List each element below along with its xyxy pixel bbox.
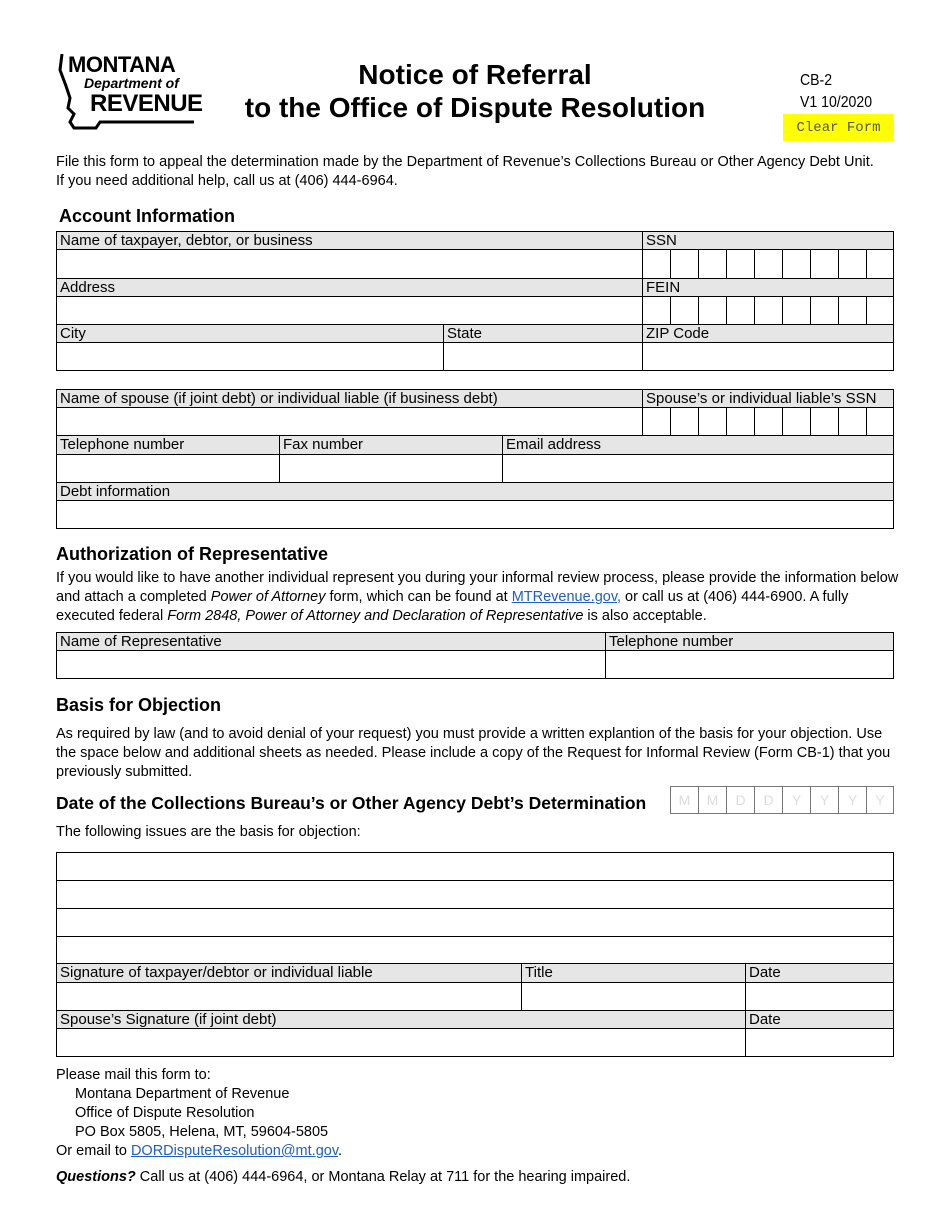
- page-title: Notice of Referral to the Office of Dispute Resolution: [244, 59, 706, 123]
- rep-phone-field[interactable]: [605, 650, 894, 679]
- spouse-name-field[interactable]: [56, 407, 643, 436]
- spouse-ssn-digit-box[interactable]: [782, 407, 811, 436]
- spouse-ssn-digit-box[interactable]: [838, 407, 867, 436]
- fein-digit-box[interactable]: [754, 296, 783, 325]
- spouse-ssn-digit-box[interactable]: [642, 407, 671, 436]
- date-digit-box[interactable]: Y: [838, 786, 867, 814]
- date-digit-box[interactable]: M: [670, 786, 699, 814]
- issue-line-1[interactable]: [56, 852, 894, 881]
- date-digit-box[interactable]: Y: [866, 786, 894, 814]
- city-field[interactable]: [56, 342, 444, 371]
- debt-label: Debt information: [56, 482, 894, 501]
- mailing-address: Please mail this form to: Montana Department of Revenue Office of Dispute Resolution PO Box 5805, Helena, MT, 59604-5805 Or email to DORDisputeResolution@mt.gov.: [56, 1067, 343, 1159]
- fein-digit-box[interactable]: [866, 296, 894, 325]
- ssn-digit-box[interactable]: [782, 249, 811, 279]
- date-digit-box[interactable]: D: [754, 786, 783, 814]
- ssn-digit-box[interactable]: [726, 249, 755, 279]
- date-digit-box[interactable]: D: [726, 786, 755, 814]
- section-heading-account: Account Information: [59, 206, 235, 226]
- date-digit-box[interactable]: Y: [810, 786, 839, 814]
- clear-form-button[interactable]: Clear Form: [783, 114, 894, 141]
- ssn-digit-box[interactable]: [698, 249, 727, 279]
- issue-line-2[interactable]: [56, 880, 894, 909]
- rep-phone-label: Telephone number: [605, 632, 894, 651]
- spouse-ssn-digit-box[interactable]: [726, 407, 755, 436]
- city-label: City: [56, 324, 444, 343]
- intro-text: File this form to appeal the determination made by the Department of Revenue’s Collections Bureau or Other Agency Debt Unit. If you need additional help, call us at (406) 444-6964.: [56, 154, 874, 189]
- email-label: Email address: [502, 435, 894, 455]
- logo-text-revenue: REVENUE: [90, 90, 203, 117]
- fax-field[interactable]: [279, 454, 503, 483]
- address-field[interactable]: [56, 296, 643, 325]
- email-link[interactable]: DORDisputeResolution@mt.gov: [130, 1143, 338, 1159]
- fein-digit-box[interactable]: [642, 296, 671, 325]
- title-label: Title: [521, 963, 746, 983]
- montana-dor-logo: [56, 52, 203, 132]
- fein-digit-box[interactable]: [782, 296, 811, 325]
- spouse-date-label: Date: [745, 1010, 894, 1029]
- representative-field[interactable]: [56, 650, 606, 679]
- debt-field[interactable]: [56, 500, 894, 529]
- section-heading-authorization: Authorization of Representative: [56, 544, 329, 564]
- form-id: CB-2 V1 10/2020: [800, 72, 873, 111]
- ssn-digit-box[interactable]: [670, 249, 699, 279]
- title-field[interactable]: [521, 982, 746, 1011]
- name-label: Name of taxpayer, debtor, or business: [56, 231, 643, 250]
- ssn-digit-box[interactable]: [838, 249, 867, 279]
- basis-text: As required by law (and to avoid denial of your request) you must provide a written explantion of the basis for your objection. Use the space below and additional sheets as needed. Please include a copy of the Request for Informal Review (Form CB-1) that you previously submitted.: [56, 726, 891, 780]
- state-field[interactable]: [443, 342, 643, 371]
- date-digit-box[interactable]: Y: [782, 786, 811, 814]
- fein-label: FEIN: [642, 278, 894, 297]
- state-label: State: [443, 324, 643, 343]
- ssn-digit-box[interactable]: [866, 249, 894, 279]
- fein-digit-box[interactable]: [670, 296, 699, 325]
- representative-label: Name of Representative: [56, 632, 606, 651]
- signature-date-field[interactable]: [745, 982, 894, 1011]
- spouse-date-field[interactable]: [745, 1028, 894, 1057]
- spouse-name-label: Name of spouse (if joint debt) or individual liable (if business debt): [56, 389, 643, 408]
- fax-label: Fax number: [279, 435, 503, 455]
- name-field[interactable]: [56, 249, 643, 279]
- signature-field[interactable]: [56, 982, 522, 1011]
- date-digit-box[interactable]: M: [698, 786, 727, 814]
- zip-field[interactable]: [642, 342, 894, 371]
- spouse-ssn-label: Spouse’s or individual liable’s SSN: [642, 389, 894, 408]
- footer-questions: Questions? Call us at (406) 444-6964, or Montana Relay at 711 for the hearing impaired.: [56, 1169, 631, 1185]
- issue-line-4[interactable]: [56, 936, 894, 964]
- fein-digit-box[interactable]: [810, 296, 839, 325]
- issue-line-3[interactable]: [56, 908, 894, 937]
- ssn-digit-box[interactable]: [754, 249, 783, 279]
- authorization-text: If you would like to have another individual represent you during your informal review process, please provide the information below and attach a completed Power of Attorney form, which can be found at MTRevenue.gov, or call us at (406) 444-6900. A fully executed federal Form 2848, Power of Attorney and Declaration of Representative is also acceptable.: [56, 570, 899, 624]
- spouse-ssn-digit-box[interactable]: [698, 407, 727, 436]
- fein-digit-box[interactable]: [726, 296, 755, 325]
- logo-text-montana: MONTANA: [68, 52, 176, 77]
- address-label: Address: [56, 278, 643, 297]
- spouse-ssn-digit-box[interactable]: [866, 407, 894, 436]
- email-field[interactable]: [502, 454, 894, 483]
- logo-text-dept: Department of: [84, 75, 179, 91]
- phone-label: Telephone number: [56, 435, 280, 455]
- mtrevenue-link[interactable]: MTRevenue.gov,: [511, 589, 622, 605]
- zip-label: ZIP Code: [642, 324, 894, 343]
- spouse-signature-field[interactable]: [56, 1028, 746, 1057]
- spouse-ssn-digit-box[interactable]: [754, 407, 783, 436]
- spouse-ssn-digit-box[interactable]: [810, 407, 839, 436]
- spouse-ssn-digit-box[interactable]: [670, 407, 699, 436]
- spouse-signature-label: Spouse’s Signature (if joint debt): [56, 1010, 746, 1029]
- fein-digit-box[interactable]: [698, 296, 727, 325]
- fein-digit-box[interactable]: [838, 296, 867, 325]
- signature-label: Signature of taxpayer/debtor or individual liable: [56, 963, 522, 983]
- section-heading-basis: Basis for Objection: [56, 695, 222, 715]
- ssn-label: SSN: [642, 231, 894, 250]
- issues-label: The following issues are the basis for objection:: [56, 824, 361, 840]
- ssn-digit-box[interactable]: [810, 249, 839, 279]
- ssn-digit-box[interactable]: [642, 249, 671, 279]
- phone-field[interactable]: [56, 454, 280, 483]
- signature-date-label: Date: [745, 963, 894, 983]
- determination-date-label: Date of the Collections Bureau’s or Other Agency Debt’s Determination: [56, 793, 647, 813]
